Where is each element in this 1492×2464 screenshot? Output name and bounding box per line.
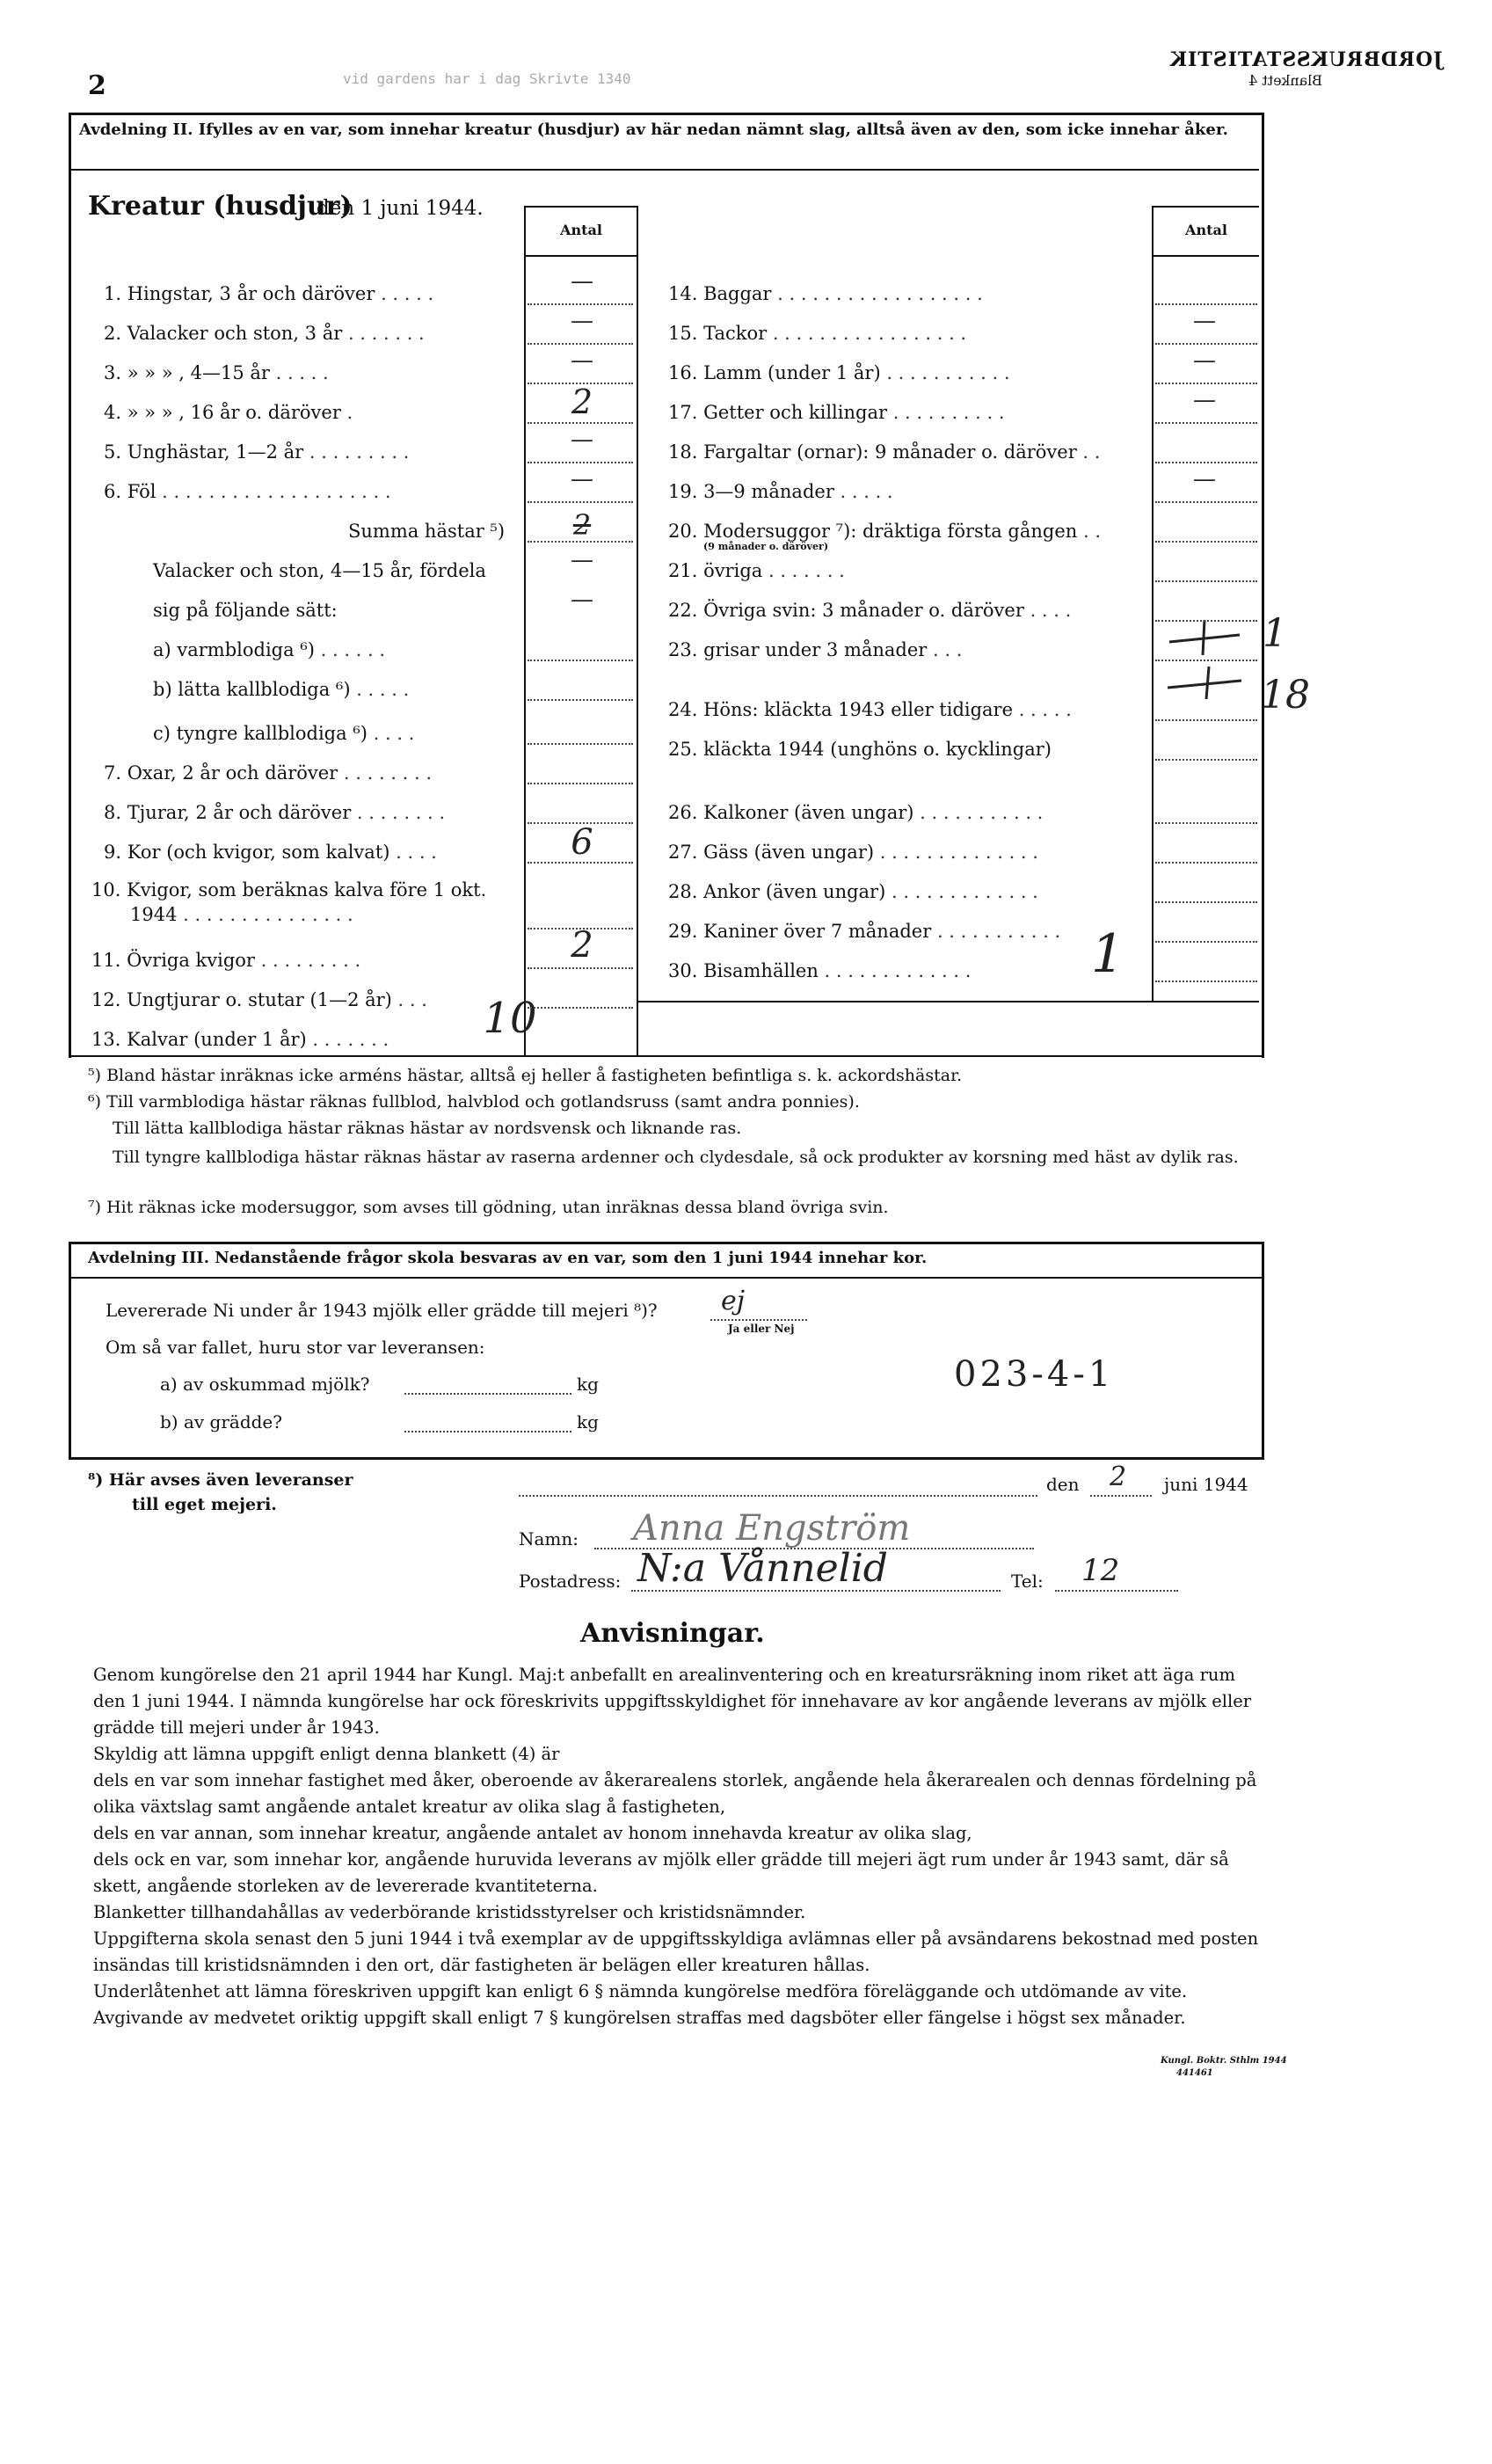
cell-line — [528, 343, 633, 345]
anv-paragraph: Blanketter tillhandahållas av vederbörande kristidsstyrelser och kristidsnämnder. — [93, 1902, 806, 1922]
row-modersuggor-forsta: 20. Modersuggor ⁷): dräktiga första gången . . — [668, 521, 1102, 542]
value-bisamhallen[interactable]: 1 — [1090, 923, 1125, 985]
value-summa-hastar[interactable]: 2 — [572, 508, 592, 542]
row-hingstar: 1. Hingstar, 3 år och däröver . . . . . — [104, 283, 434, 304]
cell-line — [1155, 941, 1257, 943]
antal-left-rule-a — [524, 206, 526, 1055]
cell-line — [1155, 303, 1257, 305]
anv-paragraph: dels ock en var, som innehar kor, angående huruvida leverans av mjölk eller grädde till mejeri ägt rum under år 1943 samt, där så skett, angående storleken av de levererade kvantiteterna. — [93, 1849, 1229, 1896]
day-line — [1090, 1495, 1152, 1497]
antal-left-head-rule — [524, 255, 638, 257]
cell-line — [1155, 462, 1257, 463]
cell-line — [528, 783, 633, 784]
value-fol[interactable]: — — [571, 466, 593, 492]
page-number: 2 — [88, 70, 106, 101]
row-ankor: 28. Ankor (även ungar) . . . . . . . . . . . . . — [668, 881, 1038, 902]
question-storlek: Om så var fallet, huru stor var leveransen: — [106, 1337, 485, 1358]
antal-left-header: Antal — [560, 222, 602, 238]
antal-right-head-rule — [1152, 255, 1259, 257]
anv-paragraph: Skyldig att lämna uppgift enligt denna blankett (4) är — [93, 1744, 560, 1764]
cell-line — [1155, 383, 1257, 384]
anv-paragraph: dels en var som innehar fastighet med åker, oberoende av åkerarealens storlek, angående hela åkerarealen och dennas fördelning på olika växtslag samt angående antalet kreatur av olika slag å fastigheten, — [93, 1770, 1257, 1817]
value-ovriga-kvigor[interactable]: 2 — [571, 925, 593, 966]
answer-leverans[interactable]: ej — [721, 1286, 746, 1316]
cell-line — [528, 541, 633, 543]
row-grisar: 23. grisar under 3 månader . . . — [668, 639, 963, 660]
footnote-6a: ⁶) Till varmblodiga hästar räknas fullblod, halvblod och gotlandsruss (samt andra ponnies). — [88, 1092, 860, 1112]
form-subtitle-mirrored: Blankett 4 — [1248, 72, 1323, 89]
row-ungtjurar: 12. Ungtjurar o. stutar (1—2 år) . . . — [91, 989, 427, 1010]
row-fargaltar-3-9: 19. 3—9 månader . . . . . — [668, 481, 893, 502]
value-hingstar[interactable]: — — [571, 268, 593, 295]
anv-paragraph: Underlåtenhet att lämna föreskriven uppgift kan enligt 6 § nämnda kungörelse medföra föreläggande och utdömande av vite. Avgivande av medvetet oriktig uppgift skall enligt 7 § kungörelsen straffas med dagsböter eller fängelse i högst sex månader. — [93, 1981, 1188, 2028]
kreatur-date: den 1 juni 1944. — [317, 197, 484, 220]
row-kvigor-kalva: 10. Kvigor, som beräknas kalva före 1 okt. — [91, 879, 487, 900]
antal-right-header: Antal — [1185, 222, 1227, 238]
footnote-7: ⁷) Hit räknas icke modersuggor, som avses till gödning, utan inräknas dessa bland övriga svin. — [88, 1198, 889, 1217]
cell-line — [528, 462, 633, 463]
section-3-title-rule — [69, 1277, 1262, 1279]
row-kalvar: 13. Kalvar (under 1 år) . . . . . . . — [91, 1029, 389, 1050]
cell-line — [1155, 901, 1257, 903]
question-leverans: Levererade Ni under år 1943 mjölk eller grädde till mejeri ⁸)? — [106, 1300, 658, 1321]
namn-label: Namn: — [519, 1528, 579, 1549]
cell-line — [528, 928, 633, 929]
row-lamm: 16. Lamm (under 1 år) . . . . . . . . . . . — [668, 362, 1010, 383]
cell-line — [1155, 620, 1257, 622]
anvisningar-body — [93, 1662, 1263, 2031]
value-valacker-16[interactable]: 2 — [571, 383, 593, 421]
cell-line — [528, 743, 633, 745]
month-year: juni 1944 — [1164, 1474, 1248, 1495]
tel-value[interactable]: 12 — [1081, 1553, 1120, 1588]
namn-value[interactable]: Anna Engström — [633, 1508, 911, 1549]
row-modersuggor-ovriga: 21. övriga . . . . . . . — [668, 560, 845, 581]
row-tjurar: 8. Tjurar, 2 år och däröver . . . . . . . . — [104, 802, 446, 823]
antal-left-rule-b — [637, 206, 638, 1055]
faint-stamp-text: vid gardens har i dag Skrivte 1340 — [343, 70, 631, 87]
cell-line — [1155, 541, 1257, 543]
print-number: 441461 — [1176, 2068, 1213, 2078]
cell-line — [1155, 862, 1257, 864]
row-fargaltar: 18. Fargaltar (ornar): 9 månader o. däröver . . — [668, 441, 1101, 463]
value-valacker-4-15[interactable]: — — [571, 347, 593, 374]
row-ovriga-svin: 22. Övriga svin: 3 månader o. däröver . . . . — [668, 600, 1072, 621]
value-tackor[interactable]: — — [1193, 308, 1216, 334]
section-2-title: Avdelning II. Ifylles av en var, som innehar kreatur (husdjur) av här nedan nämnt slag, alltså även av den, som icke innehar åker. — [79, 120, 1228, 139]
value-grisar[interactable]: 1 — [1263, 611, 1287, 656]
value-kalvar[interactable]: 10 — [483, 994, 537, 1043]
cell-line — [528, 967, 633, 969]
gradde-line[interactable] — [404, 1431, 571, 1432]
printer-mark: Kungl. Boktr. Sthlm 1944 — [1161, 2056, 1287, 2066]
cell-line — [1155, 343, 1257, 345]
value-valacker-3[interactable]: — — [571, 308, 593, 334]
right-block-bottom-rule — [637, 1001, 1259, 1002]
cell-line — [1155, 501, 1257, 503]
cell-line — [1155, 719, 1257, 721]
row-latta-kallblodiga: b) lätta kallblodiga ⁶) . . . . . — [153, 679, 410, 700]
footnote-5: ⁵) Bland hästar inräknas icke arméns hästar, alltså ej heller å fastigheten befintliga s. k. ackordshästar. — [88, 1066, 963, 1085]
anv-paragraph: Genom kungörelse den 21 april 1944 har Kungl. Maj:t anbefallt en arealinventering och en kreatursräkning inom riket att äga rum den 1 juni 1944. I nämnda kungörelse har ock föreskrivits uppgiftsskyldighet för innehavare av kor angående leverans av mjölk eller grädde till mejeri under år 1943. — [93, 1665, 1252, 1738]
row-gass: 27. Gäss (även ungar) . . . . . . . . . . . . . . — [668, 842, 1038, 863]
row-fordela-2: sig på följande sätt: — [153, 600, 338, 621]
mjolk-line[interactable] — [404, 1393, 571, 1395]
value-fargaltar-3-9[interactable]: — — [1193, 466, 1216, 492]
day-value[interactable]: 2 — [1110, 1462, 1127, 1492]
cell-line — [1155, 759, 1257, 761]
question-mjolk: a) av oskummad mjölk? — [160, 1374, 370, 1395]
cell-line — [528, 862, 633, 864]
postadress-line — [631, 1590, 1001, 1592]
tel-label: Tel: — [1011, 1571, 1044, 1592]
value-unghastar[interactable]: — — [571, 426, 593, 453]
cell-line — [528, 660, 633, 661]
value-getter[interactable]: — — [1193, 387, 1216, 413]
row-hons-1944: 25. kläckta 1944 (unghöns o. kycklingar) — [668, 739, 1052, 760]
antal-right-top-rule — [1152, 206, 1259, 208]
row-baggar: 14. Baggar . . . . . . . . . . . . . . . . . . — [668, 283, 983, 304]
cell-line — [1155, 422, 1257, 424]
cell-line — [528, 422, 633, 424]
antal-left-top-rule — [524, 206, 638, 208]
row-oxar: 7. Oxar, 2 år och däröver . . . . . . . . — [104, 762, 433, 784]
row-kalkoner: 26. Kalkoner (även ungar) . . . . . . . . . . . — [668, 802, 1044, 823]
section-3-title: Avdelning III. Nedanstående frågor skola besvaras av en var, som den 1 juni 1944 innehar kor. — [88, 1249, 928, 1267]
row-kaniner: 29. Kaniner över 7 månader . . . . . . . . . . . — [668, 921, 1061, 942]
anvisningar-title: Anvisningar. — [580, 1618, 765, 1649]
mjolk-unit: kg — [577, 1374, 599, 1395]
footnote-6b: Till lätta kallblodiga hästar räknas hästar av nordsvensk och liknande ras. — [113, 1119, 742, 1138]
row-valacker-4-15: 3. » » » , 4—15 år . . . . . — [104, 362, 329, 383]
row-tackor: 15. Tackor . . . . . . . . . . . . . . . . . — [668, 323, 967, 344]
answer-hint: Ja eller Nej — [728, 1323, 795, 1335]
row-fordela-1: Valacker och ston, 4—15 år, fördela — [153, 560, 486, 581]
answer-leverans-line — [710, 1319, 807, 1321]
postadress-label: Postadress: — [519, 1571, 622, 1592]
footnote-8a: ⁸) Här avses även leveranser — [88, 1470, 353, 1490]
den-label: den — [1046, 1474, 1080, 1495]
section-2-bottom-rule — [69, 1055, 1262, 1057]
cell-line — [528, 501, 633, 503]
row-kor: 9. Kor (och kvigor, som kalvat) . . . . — [104, 842, 437, 863]
anv-paragraph: Uppgifterna skola senast den 5 juni 1944 i två exemplar av de uppgiftsskyldiga avlämnas eller på avsändarens bekostnad med posten insändas till kristidsnämnden i den ort, där fastigheten är belägen eller kreaturen hållas. — [93, 1928, 1259, 1975]
value-hons-1943[interactable]: 18 — [1261, 673, 1310, 718]
cell-line — [1155, 822, 1257, 824]
value-fordela-2[interactable]: — — [571, 587, 593, 613]
value-kor[interactable]: 6 — [571, 822, 593, 863]
cell-line — [528, 383, 633, 384]
value-fordela-1[interactable]: — — [571, 547, 593, 573]
cell-line — [528, 303, 633, 305]
footnote-8b: till eget mejeri. — [132, 1495, 277, 1514]
row-ovriga-kvigor: 11. Övriga kvigor . . . . . . . . . — [91, 950, 361, 971]
cell-line — [1155, 660, 1257, 661]
row-valacker-3: 2. Valacker och ston, 3 år . . . . . . . — [104, 323, 425, 344]
form-title-mirrored: JORDBRUKSSTATISTIK — [1169, 48, 1443, 71]
tel-line — [1055, 1590, 1178, 1592]
row-varmblodiga: a) varmblodiga ⁶) . . . . . . — [153, 639, 386, 660]
row-tyngre-kallblodiga: c) tyngre kallblodiga ⁶) . . . . — [153, 723, 415, 744]
modersuggor-note: (9 månader o. däröver) — [703, 541, 829, 552]
handwritten-code: 023-4-1 — [954, 1354, 1115, 1395]
cell-line — [528, 822, 633, 824]
footnote-6c: Till tyngre kallblodiga hästar räknas hästar av raserna ardenner och clydesdale, så ock produkter av korsning med häst av dylik ras. — [113, 1148, 1239, 1167]
row-unghastar: 5. Unghästar, 1—2 år . . . . . . . . . — [104, 441, 410, 463]
row-summa-hastar: Summa hästar ⁵) — [348, 521, 506, 542]
cell-line — [528, 1007, 633, 1009]
cell-line — [1155, 980, 1257, 982]
value-lamm[interactable]: — — [1193, 347, 1216, 374]
cell-line — [528, 699, 633, 701]
question-gradde: b) av grädde? — [160, 1411, 282, 1432]
kreatur-heading: Kreatur (husdjur) — [88, 191, 353, 222]
cell-line — [1155, 580, 1257, 582]
place-line[interactable] — [519, 1495, 1037, 1497]
row-kvigor-kalva-year: 1944 . . . . . . . . . . . . . . . — [130, 904, 353, 925]
antal-right-rule — [1152, 206, 1154, 1002]
anv-paragraph: dels en var annan, som innehar kreatur, angående antalet av honom innehavda kreatur av olika slag, — [93, 1823, 972, 1843]
row-valacker-16: 4. » » » , 16 år o. däröver . — [104, 402, 353, 423]
row-getter: 17. Getter och killingar . . . . . . . . . . — [668, 402, 1005, 423]
postadress-value[interactable]: N:a Vånnelid — [637, 1546, 888, 1591]
row-hons-1943: 24. Höns: kläckta 1943 eller tidigare . . . . . — [668, 699, 1072, 720]
gradde-unit: kg — [577, 1411, 599, 1432]
row-fol: 6. Föl . . . . . . . . . . . . . . . . . . . . — [104, 481, 391, 502]
row-bisamhallen: 30. Bisamhällen . . . . . . . . . . . . . — [668, 960, 972, 981]
